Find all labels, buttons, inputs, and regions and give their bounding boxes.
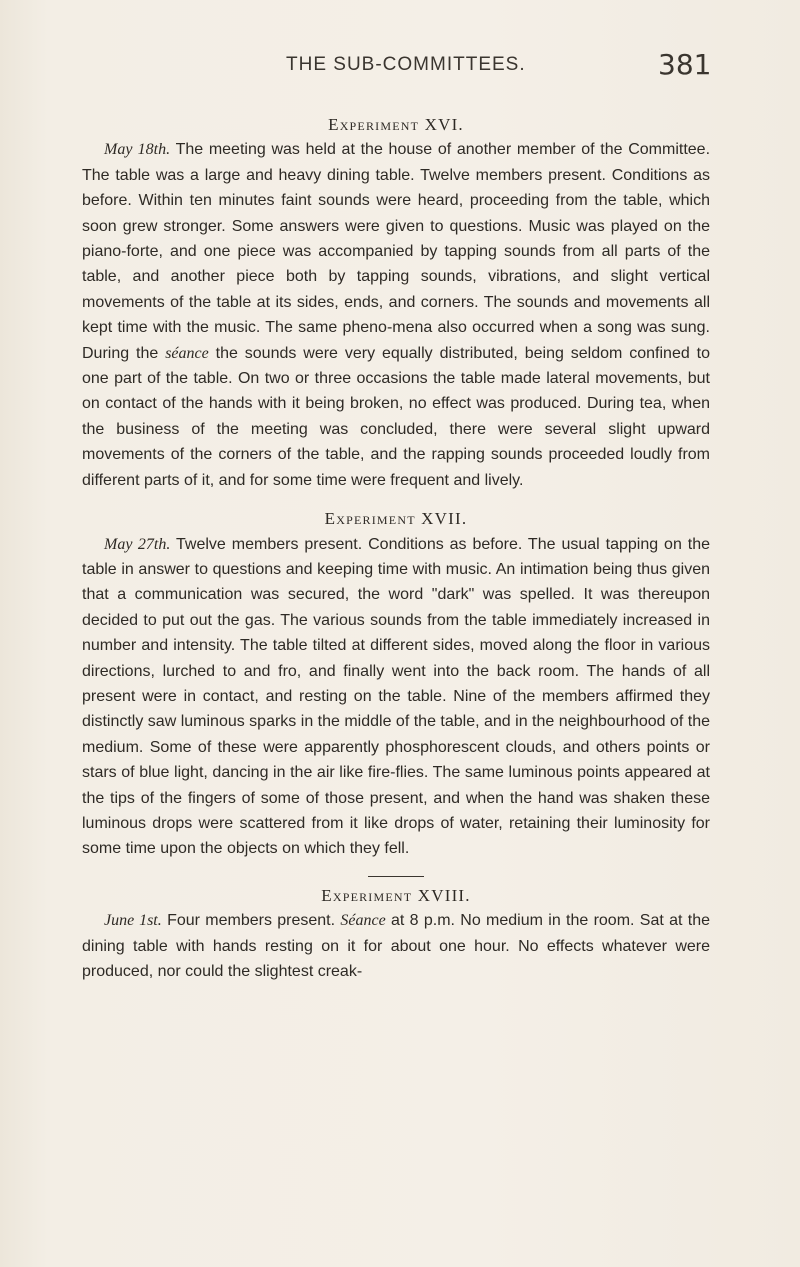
paragraph-text-continued: the sounds were very equally distributed, being seldom confined to one part of the table. On two or three occasions the table made lateral movements, but on contact of the hands with it being broken, no effect was produced. During tea, when the business of the meeting was concluded, there were several slight upward movements of the corners of the table, and the rapping sounds proceeded loudly from different parts of it, and for some time were frequent and lively. <box>82 344 710 489</box>
section-divider <box>368 876 424 877</box>
paragraph-text: Twelve members present. Conditions as before. The usual tapping on the table in answer to questions and keeping time with music. An intimation being thus given that a communication was secured, the word "dark" was spelled. It was thereupon decided to put out the gas. The various sounds from the table immediately increased in number and intensity. The table tilted at different sides, moved along the floor in various directions, lurched to and fro, and finally went into the back room. The hands of all present were in contact, and resting on the table. Nine of the members affirmed they distinctly saw luminous sparks in the middle of the table, and in the neighbourhood of the medium. Some of these were apparently phosphorescent clouds, and others points or stars of blue light, dancing in the air like fire-flies. The same luminous points appeared at the tips of the fingers of some of those present, and when the hand was shaken these luminous drops were scattered from it like drops of water, retaining their luminosity for some time upon the objects on which they fell. <box>82 535 711 858</box>
body-text <box>82 112 710 984</box>
experiment-paragraph <box>82 532 710 862</box>
experiment-paragraph <box>82 137 710 493</box>
experiment-date: June 1st. <box>104 912 162 930</box>
experiment-date: May 27th. <box>104 535 171 553</box>
experiment-date: May 18th. <box>104 141 171 159</box>
page-number: 381 <box>658 48 712 81</box>
paragraph-text-continued: at 8 p.m. No medium in the room. Sat at the dining table with hands resting on it for about one hour. No effects whatever were produced, nor could the slightest creak- <box>82 912 711 980</box>
experiment-paragraph <box>82 908 710 984</box>
seance-word: séance <box>165 344 209 362</box>
experiment-heading: Experiment XVI. <box>328 115 464 134</box>
experiment-xvii <box>82 506 710 862</box>
paragraph-text: Four members present. <box>167 912 336 930</box>
seance-word: Séance <box>340 912 386 930</box>
section-gap <box>82 493 710 506</box>
paragraph-text: The meeting was held at the house of another member of the Committee. The table was a large and heavy dining table. Twelve members present. Conditions as before. Within ten minutes faint sounds were heard, proceeding from the table, which soon grew stronger. Some answers were given to questions. Music was played on the piano-forte, and one piece was accompanied by tapping sounds from all parts of the table, and another piece both by tapping sounds, vibrations, and slight vertical movements of the table at its sides, ends, and corners. The sounds and movements all kept time with the music. The same pheno-mena also occurred when a song was sung. During the <box>82 141 711 362</box>
experiment-heading: Experiment XVIII. <box>321 885 471 905</box>
running-head: THE SUB-COMMITTEES. <box>286 54 526 75</box>
page-header <box>0 48 800 88</box>
experiment-xvi <box>82 112 710 493</box>
experiment-heading: Experiment XVII. <box>324 509 468 529</box>
experiment-xviii <box>82 883 710 985</box>
